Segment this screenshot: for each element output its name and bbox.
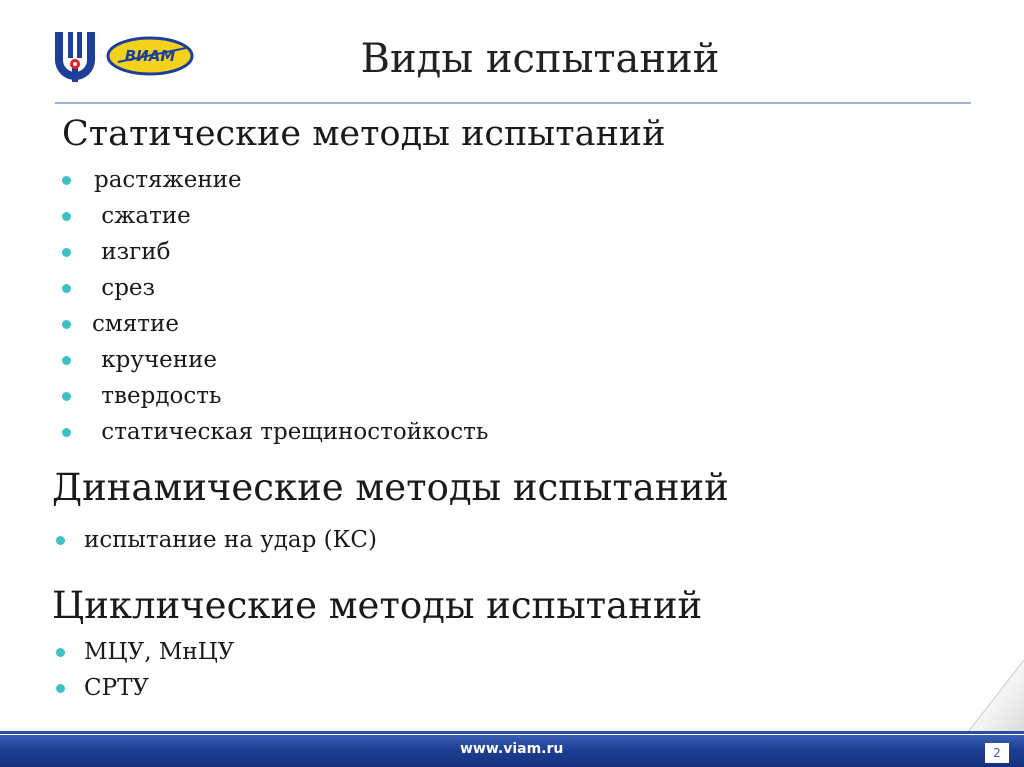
cyclic-methods-list [52, 634, 234, 706]
bullet-icon [62, 248, 71, 257]
list-item: сжатие [62, 198, 488, 234]
slide-title: Виды испытаний [360, 36, 720, 82]
bullet-icon [62, 320, 71, 329]
list-item: испытание на удар (КС) [52, 522, 377, 558]
bullet-icon [62, 356, 71, 365]
footer-url[interactable]: www.viam.ru [460, 741, 564, 757]
list-item: срез [62, 270, 488, 306]
bullet-icon [56, 648, 65, 657]
dynamic-methods-heading: Динамические методы испытаний [52, 466, 729, 509]
list-item: МЦУ, МнЦУ [52, 634, 234, 670]
bullet-icon [62, 284, 71, 293]
static-methods-list [62, 162, 488, 450]
bullet-icon [62, 212, 71, 221]
list-item: кручение [62, 342, 488, 378]
title-divider [55, 102, 971, 104]
list-item: растяжение [62, 162, 488, 198]
list-item: СРТУ [52, 670, 234, 706]
list-item: смятие [62, 306, 488, 342]
cyclic-methods-heading: Циклические методы испытаний [52, 584, 703, 627]
viam-logo [106, 36, 194, 76]
viam-logo-text: ВИАМ [124, 47, 176, 65]
bullet-icon [62, 176, 71, 185]
bullet-icon [56, 536, 65, 545]
list-item: изгиб [62, 234, 488, 270]
footer-line [0, 731, 1024, 734]
list-item: статическая трещиностойкость [62, 414, 488, 450]
static-methods-heading: Статические методы испытаний [62, 114, 666, 154]
bullet-icon [62, 392, 71, 401]
institute-emblem-logo [52, 30, 98, 84]
bullet-icon [62, 428, 71, 437]
dynamic-methods-list [52, 522, 377, 558]
bullet-icon [56, 684, 65, 693]
page-number: 2 [985, 743, 1009, 763]
page-curl-decoration [968, 660, 1024, 732]
list-item: твердость [62, 378, 488, 414]
